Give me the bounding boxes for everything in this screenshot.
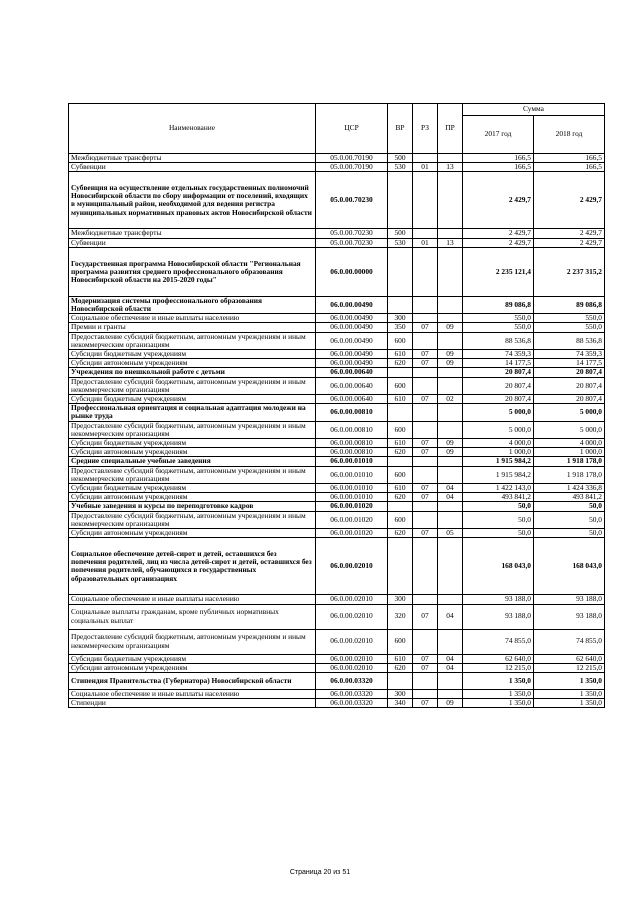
row-pr-cell [438,457,463,466]
row-vr-cell [388,404,413,421]
row-csr-cell: 06.0.00.00490 [316,359,388,368]
row-pr-cell: 04 [438,654,463,663]
row-name-cell: Предоставление субсидий бюджетным, автономным учреждениям и иным некоммерческим организациям [69,377,316,394]
table-row [69,672,605,689]
row-sum-2017-cell: 74 855,0 [463,629,534,654]
row-csr-cell: 06.0.00.02010 [316,654,388,663]
table-row [69,229,605,238]
row-csr-cell: 06.0.00.01020 [316,529,388,538]
row-csr-cell: 06.0.00.02010 [316,604,388,629]
row-rz-cell [413,538,438,595]
row-rz-cell [413,377,438,394]
row-sum-2018-cell: 20 807,4 [534,377,605,394]
row-sum-2018-cell: 1 350,0 [534,699,605,708]
row-name-cell: Учебные заведения и курсы по переподготовке кадров [69,502,316,511]
table-row [69,654,605,663]
row-rz-cell [413,154,438,163]
row-sum-2017-cell: 1 422 143,0 [463,484,534,493]
row-name-cell: Субсидии бюджетным учреждениям [69,439,316,448]
row-name-cell: Субсидии автономным учреждениям [69,663,316,672]
row-vr-cell: 300 [388,689,413,698]
row-name-cell: Предоставление субсидий бюджетным, автономным учреждениям и иным некоммерческим организациям [69,511,316,528]
row-pr-cell [438,511,463,528]
row-sum-2017-cell: 5 000,0 [463,421,534,438]
row-name-cell: Профессиональная ориентация и социальная адаптация молодежи на рынке труда [69,404,316,421]
budget-table [68,103,605,708]
row-csr-cell: 06.0.00.01010 [316,493,388,502]
row-rz-cell: 07 [413,663,438,672]
row-sum-2018-cell: 550,0 [534,314,605,323]
row-name-cell: Стипендия Правительства (Губернатора) Новосибирской области [69,672,316,689]
row-vr-cell: 600 [388,511,413,528]
row-sum-2017-cell: 166,5 [463,163,534,172]
row-sum-2018-cell: 2 429,7 [534,229,605,238]
row-sum-2017-cell: 2 235 121,4 [463,247,534,296]
row-sum-2018-cell: 1 424 336,8 [534,484,605,493]
row-rz-cell [413,511,438,528]
row-name-cell: Предоставление субсидий бюджетным, автономным учреждениям и иным некоммерческим организациям [69,421,316,438]
row-rz-cell: 07 [413,323,438,332]
row-name-cell: Субсидии бюджетным учреждениям [69,395,316,404]
row-name-cell: Стипендии [69,699,316,708]
row-vr-cell: 500 [388,229,413,238]
table-body [69,154,605,708]
row-name-cell: Социальное обеспечение и иные выплаты населению [69,689,316,698]
row-csr-cell: 06.0.00.00640 [316,368,388,377]
row-pr-cell [438,229,463,238]
table-row [69,493,605,502]
row-sum-2018-cell: 20 807,4 [534,368,605,377]
row-pr-cell [438,502,463,511]
row-csr-cell: 06.0.00.03320 [316,699,388,708]
row-csr-cell: 06.0.00.00640 [316,395,388,404]
row-pr-cell: 09 [438,439,463,448]
table-row [69,296,605,313]
row-csr-cell: 05.0.00.70190 [316,163,388,172]
row-vr-cell: 300 [388,314,413,323]
row-sum-2018-cell: 14 177,5 [534,359,605,368]
row-rz-cell [413,229,438,238]
row-name-cell: Межбюджетные трансферты [69,229,316,238]
row-sum-2017-cell: 1 000,0 [463,448,534,457]
row-rz-cell: 01 [413,163,438,172]
table-row [69,511,605,528]
table-row [69,689,605,698]
row-name-cell: Субвенции [69,238,316,247]
row-sum-2018-cell: 1 918 178,0 [534,457,605,466]
row-vr-cell [388,368,413,377]
row-csr-cell: 05.0.00.70230 [316,172,388,229]
row-name-cell: Социальное обеспечение детей-сирот и детей, оставшихся без попечения родителей, лиц из числа детей-сирот и детей, оставшихся без попечения родителей, обучающихся в государственных образовательных организациях [69,538,316,595]
row-pr-cell: 04 [438,663,463,672]
row-vr-cell [388,672,413,689]
row-pr-cell [438,404,463,421]
row-vr-cell: 610 [388,350,413,359]
row-csr-cell: 05.0.00.70230 [316,229,388,238]
row-sum-2018-cell: 168 043,0 [534,538,605,595]
row-rz-cell [413,172,438,229]
row-csr-cell: 06.0.00.00000 [316,247,388,296]
row-name-cell: Средние специальные учебные заведения [69,457,316,466]
row-csr-cell: 06.0.00.00810 [316,404,388,421]
row-pr-cell: 13 [438,163,463,172]
row-csr-cell: 06.0.00.00810 [316,439,388,448]
row-rz-cell: 07 [413,359,438,368]
row-vr-cell: 500 [388,154,413,163]
row-vr-cell: 300 [388,595,413,604]
row-sum-2018-cell: 493 841,2 [534,493,605,502]
row-name-cell: Субсидии бюджетным учреждениям [69,654,316,663]
table-row [69,604,605,629]
row-name-cell: Предоставление субсидий бюджетным, автономным учреждениям и иным некоммерческим организациям [69,629,316,654]
row-sum-2018-cell: 93 188,0 [534,595,605,604]
row-name-cell: Модернизация системы профессионального образования Новосибирской области [69,296,316,313]
row-sum-2018-cell: 2 429,7 [534,238,605,247]
row-sum-2017-cell: 50,0 [463,502,534,511]
row-csr-cell: 05.0.00.70190 [316,154,388,163]
row-csr-cell: 06.0.00.00490 [316,332,388,349]
row-vr-cell [388,296,413,313]
row-vr-cell: 600 [388,466,413,483]
row-sum-2018-cell: 1 350,0 [534,672,605,689]
row-sum-2018-cell: 166,5 [534,154,605,163]
row-sum-2017-cell: 1 350,0 [463,699,534,708]
row-csr-cell: 06.0.00.00640 [316,377,388,394]
row-vr-cell [388,502,413,511]
row-pr-cell [438,466,463,483]
row-sum-2017-cell: 1 915 984,2 [463,457,534,466]
row-sum-2018-cell: 74 359,3 [534,350,605,359]
row-pr-cell [438,672,463,689]
row-sum-2017-cell: 168 043,0 [463,538,534,595]
table-row [69,154,605,163]
row-vr-cell: 530 [388,163,413,172]
row-rz-cell [413,368,438,377]
row-pr-cell [438,377,463,394]
row-rz-cell: 07 [413,439,438,448]
row-sum-2017-cell: 50,0 [463,511,534,528]
row-sum-2017-cell: 1 915 984,2 [463,466,534,483]
table-row [69,350,605,359]
row-name-cell: Премии и гранты [69,323,316,332]
row-csr-cell: 06.0.00.03320 [316,672,388,689]
row-vr-cell: 530 [388,238,413,247]
table-row [69,629,605,654]
table-row [69,247,605,296]
table-row [69,538,605,595]
row-rz-cell [413,296,438,313]
row-sum-2017-cell: 2 429,7 [463,238,534,247]
row-csr-cell: 06.0.00.00810 [316,448,388,457]
table-row [69,172,605,229]
row-csr-cell: 06.0.00.01010 [316,466,388,483]
row-pr-cell: 04 [438,493,463,502]
row-pr-cell: 04 [438,484,463,493]
table-row [69,332,605,349]
table-row [69,439,605,448]
row-pr-cell: 13 [438,238,463,247]
row-pr-cell [438,172,463,229]
row-sum-2018-cell: 93 188,0 [534,604,605,629]
row-name-cell: Субсидии автономным учреждениям [69,448,316,457]
table-row [69,377,605,394]
row-vr-cell: 620 [388,663,413,672]
row-pr-cell: 09 [438,323,463,332]
row-name-cell: Социальное обеспечение и иные выплаты населению [69,595,316,604]
table-row [69,323,605,332]
row-name-cell: Субсидии бюджетным учреждениям [69,484,316,493]
table-row [69,502,605,511]
row-sum-2017-cell: 62 640,0 [463,654,534,663]
row-name-cell: Субвенция на осуществление отдельных государственных полномочий Новосибирской области по сбору информации от поселений, входящих в муниципальный район, необходимой для ведения регистра муниципальных нормативных правовых актов Новосибирской области [69,172,316,229]
row-rz-cell: 01 [413,238,438,247]
row-rz-cell: 07 [413,395,438,404]
header-year-2017: 2017 год [463,116,534,154]
row-csr-cell: 06.0.00.01020 [316,511,388,528]
row-vr-cell: 600 [388,332,413,349]
row-pr-cell [438,538,463,595]
row-sum-2017-cell: 166,5 [463,154,534,163]
row-sum-2018-cell: 4 000,0 [534,439,605,448]
row-sum-2018-cell: 2 237 315,2 [534,247,605,296]
row-csr-cell: 06.0.00.02010 [316,663,388,672]
row-sum-2017-cell: 493 841,2 [463,493,534,502]
row-vr-cell: 350 [388,323,413,332]
row-csr-cell: 06.0.00.00490 [316,323,388,332]
row-sum-2017-cell: 12 215,0 [463,663,534,672]
row-sum-2018-cell: 1 918 178,0 [534,466,605,483]
row-pr-cell [438,154,463,163]
row-sum-2018-cell: 50,0 [534,511,605,528]
row-sum-2018-cell: 62 640,0 [534,654,605,663]
row-rz-cell: 07 [413,654,438,663]
row-vr-cell: 620 [388,359,413,368]
row-vr-cell [388,538,413,595]
row-sum-2018-cell: 550,0 [534,323,605,332]
row-vr-cell: 340 [388,699,413,708]
table-row [69,368,605,377]
row-rz-cell: 07 [413,699,438,708]
table-row [69,663,605,672]
table-row [69,484,605,493]
row-sum-2017-cell: 93 188,0 [463,604,534,629]
row-name-cell: Субсидии автономным учреждениям [69,359,316,368]
row-pr-cell: 04 [438,604,463,629]
row-rz-cell [413,629,438,654]
row-sum-2017-cell: 74 359,3 [463,350,534,359]
row-sum-2018-cell: 12 215,0 [534,663,605,672]
row-rz-cell: 07 [413,529,438,538]
row-sum-2018-cell: 2 429,7 [534,172,605,229]
table-row [69,421,605,438]
row-name-cell: Учреждения по внешкольной работе с детьми [69,368,316,377]
row-name-cell: Субсидии бюджетным учреждениям [69,350,316,359]
row-vr-cell: 610 [388,654,413,663]
page-footer: Страница 20 из 51 [289,869,351,876]
row-rz-cell [413,457,438,466]
row-csr-cell: 06.0.00.02010 [316,629,388,654]
row-csr-cell: 06.0.00.02010 [316,538,388,595]
row-vr-cell: 600 [388,377,413,394]
row-sum-2017-cell: 2 429,7 [463,172,534,229]
row-sum-2018-cell: 74 855,0 [534,629,605,654]
table-row [69,238,605,247]
row-vr-cell: 610 [388,395,413,404]
row-csr-cell: 06.0.00.01010 [316,484,388,493]
header-year-2018: 2018 год [534,116,605,154]
row-name-cell: Социальное обеспечение и иные выплаты населению [69,314,316,323]
row-sum-2017-cell: 4 000,0 [463,439,534,448]
row-sum-2017-cell: 20 807,4 [463,368,534,377]
row-rz-cell [413,672,438,689]
row-name-cell: Социальные выплаты гражданам, кроме публичных нормативных социальных выплат [69,604,316,629]
row-pr-cell [438,629,463,654]
row-vr-cell: 600 [388,629,413,654]
row-vr-cell [388,172,413,229]
row-rz-cell: 07 [413,484,438,493]
row-pr-cell [438,689,463,698]
row-sum-2018-cell: 20 807,4 [534,395,605,404]
row-pr-cell [438,421,463,438]
row-csr-cell: 06.0.00.00490 [316,350,388,359]
row-rz-cell [413,332,438,349]
header-csr: ЦСР [316,104,388,154]
row-vr-cell: 620 [388,493,413,502]
row-sum-2018-cell: 1 000,0 [534,448,605,457]
row-vr-cell: 620 [388,529,413,538]
row-name-cell: Субсидии автономным учреждениям [69,529,316,538]
row-pr-cell: 02 [438,395,463,404]
row-csr-cell: 06.0.00.00490 [316,314,388,323]
row-rz-cell [413,421,438,438]
row-sum-2018-cell: 89 086,8 [534,296,605,313]
row-pr-cell: 09 [438,448,463,457]
row-csr-cell: 06.0.00.01010 [316,457,388,466]
row-name-cell: Предоставление субсидий бюджетным, автономным учреждениям и иным некоммерческим организациям [69,466,316,483]
row-pr-cell [438,595,463,604]
table-row [69,595,605,604]
header-name: Наименование [69,104,316,154]
row-sum-2018-cell: 5 000,0 [534,404,605,421]
row-name-cell: Межбюджетные трансферты [69,154,316,163]
row-sum-2017-cell: 1 350,0 [463,689,534,698]
row-vr-cell: 320 [388,604,413,629]
row-rz-cell [413,502,438,511]
row-vr-cell: 610 [388,439,413,448]
row-csr-cell: 06.0.00.02010 [316,595,388,604]
row-sum-2017-cell: 50,0 [463,529,534,538]
table-row [69,448,605,457]
row-rz-cell [413,247,438,296]
row-sum-2018-cell: 1 350,0 [534,689,605,698]
header-pr: ПР [438,104,463,154]
table-row [69,163,605,172]
header-rz: РЗ [413,104,438,154]
table-row [69,359,605,368]
row-rz-cell: 07 [413,604,438,629]
row-pr-cell [438,296,463,313]
row-sum-2017-cell: 5 000,0 [463,404,534,421]
row-pr-cell: 05 [438,529,463,538]
row-sum-2017-cell: 20 807,4 [463,377,534,394]
row-vr-cell: 620 [388,448,413,457]
row-csr-cell: 05.0.00.70230 [316,238,388,247]
row-name-cell: Субсидии автономным учреждениям [69,493,316,502]
row-pr-cell [438,247,463,296]
row-name-cell: Предоставление субсидий бюджетным, автономным учреждениям и иным некоммерческим организациям [69,332,316,349]
row-csr-cell: 06.0.00.01020 [316,502,388,511]
row-csr-cell: 06.0.00.00810 [316,421,388,438]
row-sum-2017-cell: 89 086,8 [463,296,534,313]
row-sum-2017-cell: 88 536,8 [463,332,534,349]
row-sum-2017-cell: 2 429,7 [463,229,534,238]
row-sum-2018-cell: 166,5 [534,163,605,172]
row-rz-cell [413,689,438,698]
row-vr-cell [388,247,413,296]
row-vr-cell: 610 [388,484,413,493]
row-rz-cell: 07 [413,350,438,359]
row-sum-2017-cell: 93 188,0 [463,595,534,604]
table-row [69,404,605,421]
row-sum-2017-cell: 550,0 [463,323,534,332]
row-pr-cell [438,332,463,349]
row-sum-2018-cell: 50,0 [534,529,605,538]
row-pr-cell: 09 [438,699,463,708]
row-rz-cell [413,404,438,421]
table-row [69,314,605,323]
row-sum-2017-cell: 20 807,4 [463,395,534,404]
row-rz-cell: 07 [413,493,438,502]
row-csr-cell: 06.0.00.03320 [316,689,388,698]
table-row [69,457,605,466]
table-header-row [69,104,605,116]
row-vr-cell [388,457,413,466]
row-pr-cell: 09 [438,350,463,359]
row-csr-cell: 06.0.00.00490 [316,296,388,313]
row-pr-cell: 09 [438,359,463,368]
row-vr-cell: 600 [388,421,413,438]
table-row [69,529,605,538]
row-sum-2018-cell: 5 000,0 [534,421,605,438]
row-rz-cell [413,466,438,483]
row-sum-2017-cell: 14 177,5 [463,359,534,368]
row-sum-2017-cell: 550,0 [463,314,534,323]
row-rz-cell [413,595,438,604]
header-vr: ВР [388,104,413,154]
table-row [69,466,605,483]
row-pr-cell [438,314,463,323]
row-sum-2018-cell: 50,0 [534,502,605,511]
row-name-cell: Государственная программа Новосибирской области "Региональная программа развития среднего профессионального образования Новосибирской области на 2015-2020 годы" [69,247,316,296]
row-name-cell: Субвенции [69,163,316,172]
table-row [69,395,605,404]
header-sum: Сумма [463,104,605,116]
row-sum-2018-cell: 88 536,8 [534,332,605,349]
row-rz-cell: 07 [413,448,438,457]
row-rz-cell [413,314,438,323]
row-pr-cell [438,368,463,377]
table-row [69,699,605,708]
row-sum-2017-cell: 1 350,0 [463,672,534,689]
